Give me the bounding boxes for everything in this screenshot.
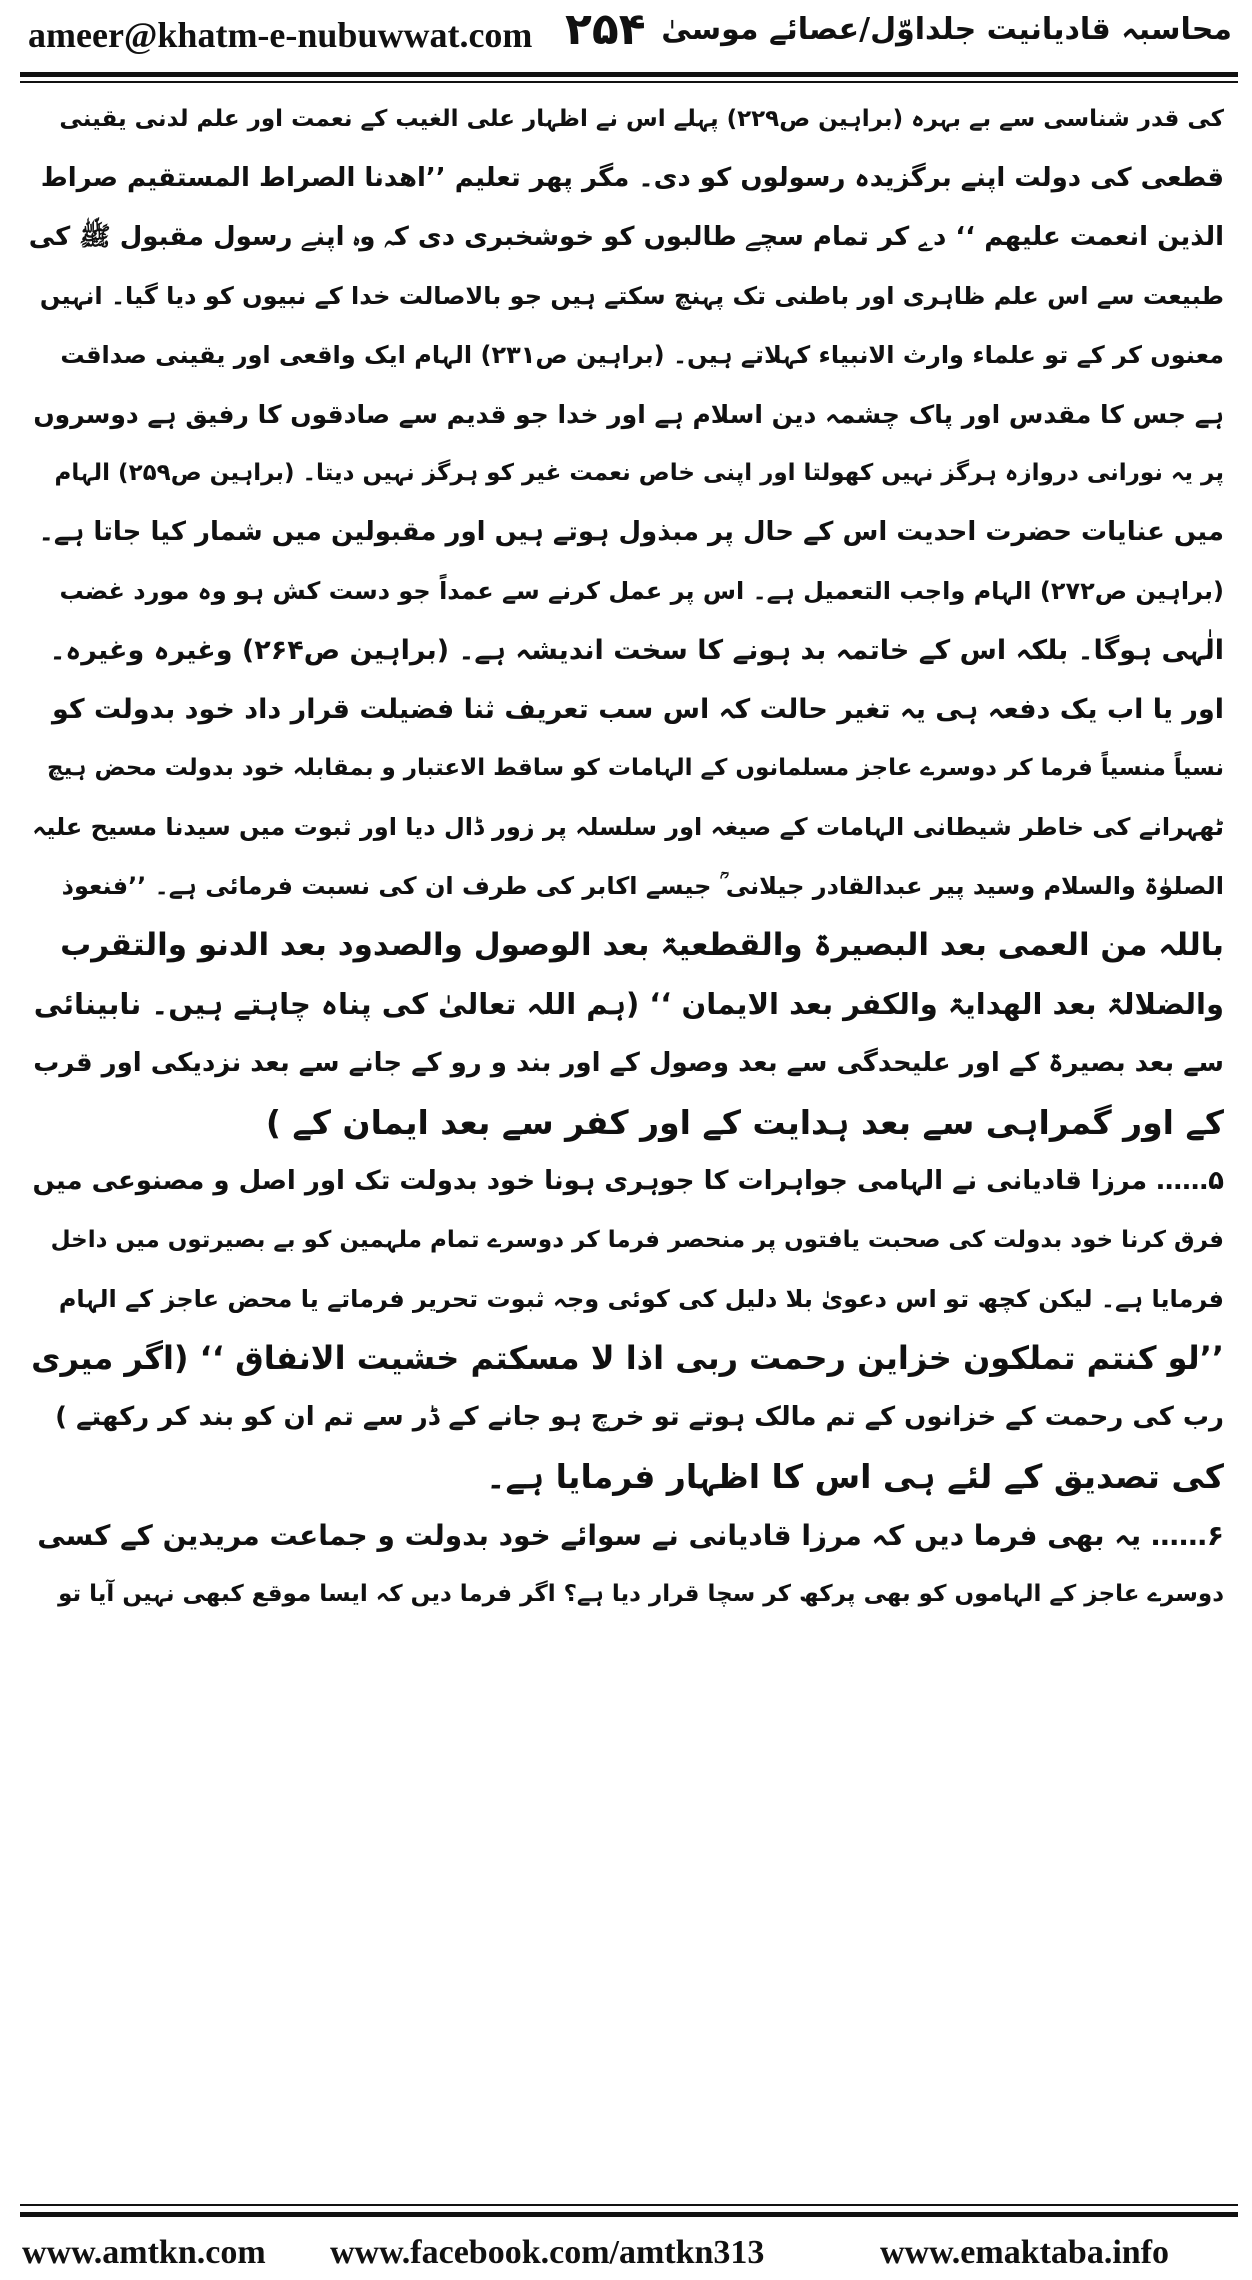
text-line: رب کی رحمت کے خزانوں کے تم مالک ہوتے تو خرچ ہو جانے کے ڈر سے تم ان کو بند کر رکھتے ) [55, 1402, 1224, 1432]
text-line: باللہ من العمی بعد البصیرۃ والقطعیۃ بعد الوصول والصدود بعد الدنو والتقرب [60, 927, 1224, 963]
header-rule-thick [20, 72, 1238, 77]
footer-link-emaktaba[interactable]: www.emaktaba.info [880, 2234, 1170, 2271]
footer-rule-thin [20, 2204, 1238, 2206]
text-line: ٹھہرانے کی خاطر شیطانی الہامات کے صیغہ اور سلسلہ پر زور ڈال دیا اور ثبوت میں سیدنا مسیح علیہ [32, 813, 1224, 841]
book-title: محاسبہ قادیانیت جلداوّل/عصائے موسیٰ [661, 12, 1232, 47]
page-header [0, 0, 1252, 70]
text-line: طبیعت سے اس علم ظاہری اور باطنی تک پہنچ سکتے ہیں جو بالاصالت خدا کے نبیوں کو دیا گیا۔ انہیں [39, 282, 1224, 310]
text-line: الٰہی ہوگا۔ بلکہ اس کے خاتمہ بد ہونے کا سخت اندیشہ ہے۔ (براہین ص۲۶۴) وغیرہ وغیرہ۔ [49, 635, 1224, 666]
text-line: ۵…… مرزا قادیانی نے الہامی جواہرات کا جوہری ہونا خود بدولت تک اور اصل و مصنوعی میں [32, 1166, 1224, 1196]
page-footer [0, 2226, 1252, 2280]
text-line: (براہین ص۲۷۲) الہام واجب التعمیل ہے۔ اس پر عمل کرنے سے عمداً جو دست کش ہو وہ مورد غضب [59, 577, 1224, 605]
text-line: میں عنایات حضرت احدیت اس کے حال پر مبذول ہوتے ہیں اور مقبولین میں شمار کیا جاتا ہے۔ [38, 517, 1224, 547]
text-line: پر یہ نورانی دروازہ ہرگز نہیں کھولتا اور اپنی خاص نعمت غیر کو ہرگز نہیں دیتا۔ (براہین ص۲۵۹) الہام [54, 460, 1224, 486]
text-line: نسیاً منسیاً فرما کر دوسرے عاجز مسلمانوں کے الہامات کو ساقط الاعتبار و بمقابلہ خود بدولت محض ہیچ [47, 755, 1224, 781]
text-line: ہے جس کا مقدس اور پاک چشمہ دین اسلام ہے اور خدا جو قدیم سے صادقوں کا رفیق ہے دوسروں [33, 400, 1224, 429]
text-line: کے اور گمراہی سے بعد ہدایت کے اور کفر سے بعد ایمان کے ) [265, 1103, 1224, 1142]
footer-link-facebook[interactable]: www.facebook.com/amtkn313 [330, 2234, 765, 2271]
text-line: اور یا اب یک دفعہ ہی یہ تغیر حالت کہ اس سب تعریف ثنا فضیلت قرار داد خود بدولت کو [51, 694, 1224, 725]
page-number: ۲۵۴ [565, 4, 646, 55]
text-line: قطعی کی دولت اپنے برگزیدہ رسولوں کو دی۔ مگر پھر تعلیم ’’اھدنا الصراط المستقیم صراط [40, 163, 1224, 193]
text-line: سے بعد بصیرۃ کے اور علیحدگی سے بعد وصول کے اور بند و رو کے جانے سے بعد نزدیکی اور قرب [33, 1048, 1224, 1078]
text-line: کی قدر شناسی سے بے بہرہ (براہین ص۲۲۹) پہلے اس نے اظہار علی الغیب کے نعمت اور علم لدنی یقینی [59, 106, 1224, 132]
text-line: معنوں کر کے تو علماء وارث الانبیاء کہلاتے ہیں۔ (براہین ص۲۳۱) الہام ایک واقعی اور یقینی صداقت [60, 341, 1224, 369]
text-line: فرمایا ہے۔ لیکن کچھ تو اس دعویٰ بلا دلیل کی کوئی وجہ ثبوت تحریر فرماتے یا محض عاجز کے الہام [58, 1285, 1224, 1313]
text-line: الصلوٰۃ والسلام وسید پیر عبدالقادر جیلانی ؒ جیسے اکابر کی طرف ان کی نسبت فرمائی ہے۔ ’’فنعوذ [61, 872, 1224, 900]
text-line: کی تصدیق کے لئے ہی اس کا اظہار فرمایا ہے۔ [486, 1457, 1224, 1496]
footer-rule-thick [20, 2212, 1238, 2217]
text-line: الذین انعمت علیھم ‘‘ دے کر تمام سچے طالبوں کو خوشخبری دی کہ وہ اپنے رسول مقبول ﷺ کی [28, 222, 1224, 252]
header-email: ameer@khatm-e-nubuwwat.com [28, 15, 533, 55]
header-rule-thin [20, 81, 1238, 83]
page-body [26, 90, 1224, 2160]
text-line: ۶…… یہ بھی فرما دیں کہ مرزا قادیانی نے سوائے خود بدولت و جماعت مریدین کے کسی [37, 1519, 1224, 1552]
text-line: ’’لو کنتم تملکون خزاین رحمت ربی اذا لا مسکتم خشیت الانفاق ‘‘ (اگر میری [31, 1339, 1224, 1377]
text-line: دوسرے عاجز کے الہاموں کو بھی پرکھ کر سچا قرار دیا ہے؟ اگر فرما دیں کہ ایسا موقع کبھی نہیں آیا تو [58, 1581, 1224, 1607]
footer-link-amtkn[interactable]: www.amtkn.com [22, 2234, 266, 2271]
text-line: فرق کرنا خود بدولت کی صحبت یافتوں پر منحصر فرما کر دوسرے تمام ملہمین کو بے بصیرتوں میں داخل [50, 1227, 1224, 1253]
text-line: والضلالۃ بعد الھدایۃ والکفر بعد الایمان ‘‘ (ہم اللہ تعالیٰ کی پناہ چاہتے ہیں۔ نابینائی [33, 987, 1224, 1021]
